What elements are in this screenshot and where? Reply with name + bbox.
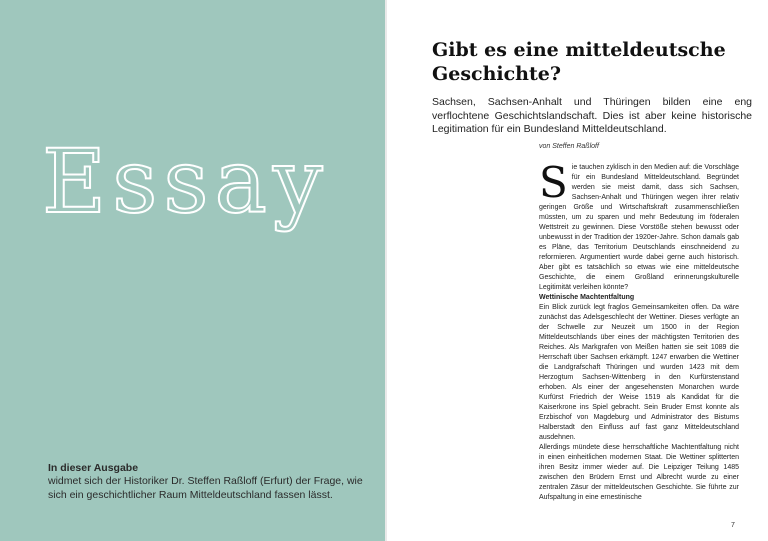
right-page (387, 0, 768, 541)
byline: von Steffen Raßloff (539, 143, 599, 150)
section-subhead: Wettinische Machtentfaltung (539, 294, 635, 301)
issue-heading: In dieser Ausgabe (48, 462, 139, 474)
issue-note (48, 462, 368, 502)
section-paragraph-2: Allerdings mündete diese herrschaftliche Machtentfaltung nicht in einen einheitlichen modernen Staat. Die Wettiner splitterten ihren Besitz immer wieder auf. Die Leipziger Teilung 1485 zwischen den Brüdern Ernst und Albrecht wurde zu einer zentralen Zäsur der mitteldeutschen Geschichte. Sie führte zur Aufspaltung in eine ernestinische (539, 444, 739, 501)
intro-text: ie tauchen zyklisch in den Medien auf: die Vorschläge für ein Bundesland Mitteldeutschland. Begründet werden sie meist damit, dass sich Sachsen, Sachsen-Anhalt und Thüringen wegen ihrer relativ geringen Größe und Wirtschaftskraft zusammenschließen müssten, um zu sparen und mehr Bedeutung im föderalen Wettstreit zu gewinnen. Diese Vorstöße stehen bewusst oder unbewusst in der Tradition der 1920er-Jahre. Schon damals gab es Pläne, das Territorium Deutschlands einschneidend zu reformieren. Argumentiert wurde dabei gerne auch historisch. Aber gibt es tatsächlich so etwas wie eine mitteldeutsche Geschichte, die einem Großland erinnerungskulturelle Legitimität verleihen könnte? (539, 164, 739, 291)
essay-heading: Essay (42, 130, 329, 233)
article-body (539, 158, 739, 503)
article-lead: Sachsen, Sachsen-Anhalt und Thüringen bilden eine eng verflochtene Geschichtslandschaft. Dies ist aber keine historische Legitimation für ein Bundesland Mitteldeutschland. (432, 96, 752, 135)
drop-cap: S (539, 158, 568, 207)
article-title: Gibt es eine mitteldeutsche Geschichte? (432, 39, 726, 85)
page-number: 7 (731, 522, 735, 529)
issue-text: widmet sich der Historiker Dr. Steffen Raßloff (Erfurt) der Frage, wie sich ein geschichtlicher Raum Mitteldeutschland fassen lässt. (48, 475, 363, 501)
section-paragraph-1: Ein Blick zurück legt fraglos Gemeinsamkeiten offen. Da wäre zunächst das Adelsgeschlecht der Wettiner. Dieses verfügte an der Schwelle zur Neuzeit um 1500 in der Region Mitteldeutschlands über eines der mächtigsten Territorien des Reiches. Als Markgrafen von Meißen hatten sie seit 1089 die Herrschaft über Sachsen erkämpft. 1247 erwarben die Wettiner die Landgrafschaft Thüringen und wurden 1423 mit dem Herzogtum Sachsen-Wittenberg in den Kurfürstenstand erhoben. Als einer der angesehensten Monarchen wurde Kurfürst Friedrich der Weise 1519 als Kandidat für die Kaiserkrone ins Spiel gebracht. Sein Bruder Ernst konnte als Erzbischof von Magdeburg und Administrator des Bistums Halberstadt den Einfluss auf fast ganz Mitteldeutschland ausdehnen. (539, 304, 739, 441)
intro-paragraph (539, 158, 739, 293)
